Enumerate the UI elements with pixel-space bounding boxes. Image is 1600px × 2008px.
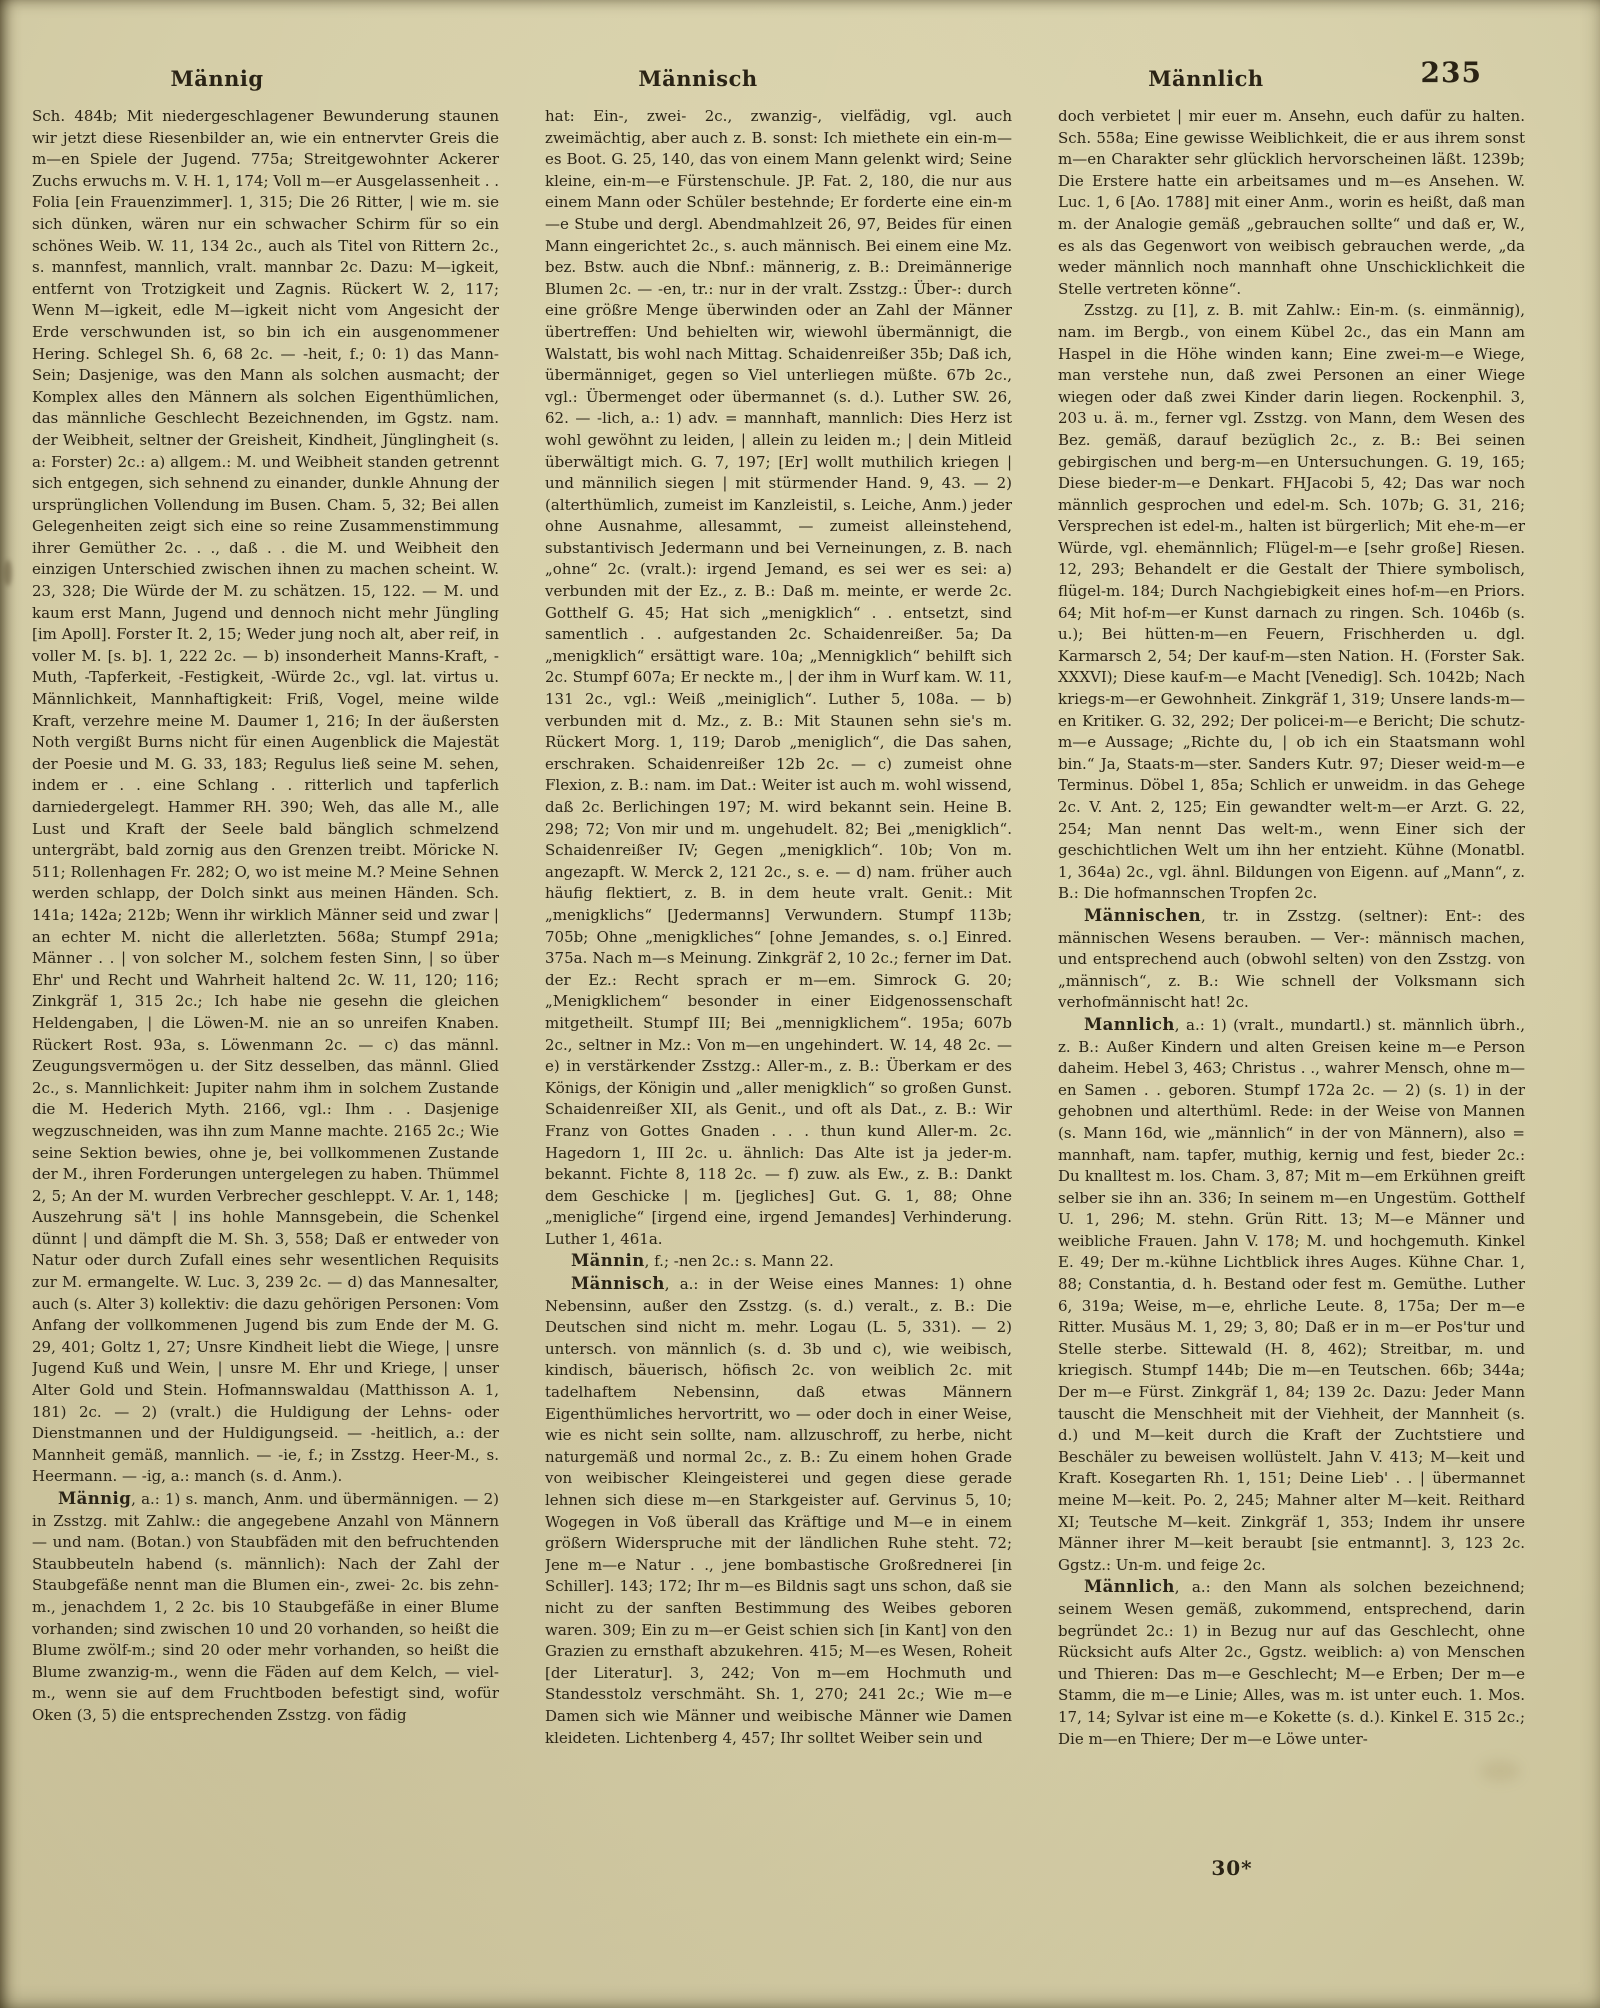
entry-paragraph: Männin, f.; -nen 2c.: s. Mann 22.	[571, 1251, 834, 1271]
continuation-paragraph: Sch. 484b; Mit niedergeschlagener Bewunderung staunen wir jetzt diese Riesenbilder an, wie ein entnervter Greis die m—en Spiele der Jugend. 775a; Streitgewohnter Ackerer Zuchs erwuchs m. V. H. 1, 174; Voll m—er Ausgelassenheit . . Folia [ein Frauenzimmer]. 1, 315; Die 26 Ritter, | wie m. sie sich dünken, wären nur ein schwacher Schirm für so ein schönes Weib. W. 11, 134 2c., auch als Titel von Rittern 2c., s. mannfest, mannlich, vralt. mannbar 2c. Dazu: M—igkeit, entfernt von Trotzigkeit und Zagnis. Rückert W. 2, 117; Wenn M—igkeit, edle M—igkeit nicht vom Angesicht der Erde verschwunden ist, so bin ich ein ausgenommener Hering. Schlegel Sh. 6, 68 2c. — -heit, f.; 0: 1) das Mann-Sein; Dasjenige, was den Mann als solchen ausmacht; der Komplex alles den Männern als solchen Eigenthümlichen, das männliche Geschlecht Bezeichnenden, im Ggstz. nam. der Weibheit, seltner der Greisheit, Kindheit, Jünglingheit (s. a: Forster) 2c.: a) allgem.: M. und Weibheit standen getrennt sich entgegen, sich sehnend zu einander, dunkle Ahnung der ursprünglichen Vollendung im Busen. Cham. 5, 32; Bei allen Gelegenheiten zeigt sich eine so reine Zusammenstimmung ihrer Gemüther 2c. . ., daß . . die M. und Weibheit den einzigen Unterschied zwischen ihnen zu machen scheint. W. 23, 328; Die Würde der M. zu schätzen. 15, 122. — M. und kaum erst Mann, Jugend und dennoch nicht mehr Jüngling [im Apoll]. Forster It. 2, 15; Weder jung noch alt, aber reif, in voller M. [s. b]. 1, 222 2c. — b) insonderheit Manns-Kraft, -Muth, -Tapferkeit, -Festigkeit, -Würde 2c., vgl. lat. virtus u. Männlichkeit, Mannhaftigkeit: Friß, Vogel, meine wilde Kraft, verzehre meine M. Daumer 1, 216; In der äußersten Noth vergißt Burns nicht für einen Augenblick die Majestät der Poesie und M. G. 33, 183; Regulus ließ seine M. sehen, indem er . . eine Schlang . . ritterlich und tapferlich darniedergelegt. Hammer RH. 390; Weh, das alle M., alle Lust und Kraft der Seele bald bänglich schmelzend untergräbt, bald zornig aus den Grenzen treibt. Möricke N. 511; Rollenhagen Fr. 282; O, wo ist meine M.? Meine Sehnen werden schlapp, der Dolch sinkt aus meinen Händen. Sch. 141a; 142a; 212b; Wenn ihr wirklich Männer seid und zwar | an echter M. nicht die allerletzten. 568a; Stumpf 291a; Männer . . | von solcher M., solchem festen Sinn, | so über Ehr' und Recht und Wahrheit haltend 2c. W. 11, 120; 116; Zinkgräf 1, 315 2c.; Ich habe nie gesehn die gleichen Heldengaben, | die Löwen-M. nie an so unreifen Knaben. Rückert Rost. 93a, s. Löwenmann 2c. — c) das männl. Zeugungsvermögen u. der Sitz desselben, das männl. Glied 2c., s. Mannlichkeit: Jupiter nahm ihm in solchem Zustande die M. Hederich Myth. 2166, vgl.: Ihm . . Dasjenige wegzuschneiden, was ihn zum Manne machte. 2165 2c.; Wie seine Sektion bewies, ohne je, bei vollkommenen Zustande der M., ihren Forderungen untergelegen zu haben. Thümmel 2, 5; An der M. wurden Verbrecher geschleppt. V. Ar. 1, 148; Auszehrung sä't | ins hohle Mannsgebein, die Schenkel dünnt | und dämpft die M. Sh. 3, 558; Daß er entweder von Natur oder durch Zufall eines sehr wesentlichen Requisits zur M. ermangelte. W. Luc. 3, 239 2c. — d) das Mannesalter, auch (s. Alter 3) kollektiv: die dazu gehörigen Personen: Vom Anfang der vollkommenen Jugend bis zum Ende der M. G. 29, 401; Goltz 1, 27; Unsre Kindheit liebt die Wiege, | unsre Jugend Kuß und Wein, | unsre M. Ehr und Kriege, | unser Alter Gold und Stein. Hofmannswaldau (Matthisson A. 1, 181) 2c. — 2) (vralt.) die Huldigung der Lehns- oder Dienstmannen und der Huldigungseid. — -heitlich, a.: der Mannheit gemäß, mannlich. — -ie, f.; in Zsstzg. Heer-M., s. Heermann. — -ig, a.: manch (s. d. Anm.).	[32, 107, 499, 1486]
text-column-1	[32, 106, 499, 1906]
entry-paragraph: Männischen, tr. in Zsstzg. (seltner): Ent-: des männischen Wesens berauben. — Ver-: männisch machen, und entsprechend auch (obwohl selten) von den Zsstzg. von „männisch“, z. B.: Wie schnell der Volksmann sich verhofmännischt hat! 2c.	[1058, 905, 1525, 1012]
entry-headword: Mannlich	[1084, 1014, 1175, 1034]
running-head-center: Männisch	[638, 66, 758, 91]
entry-paragraph: Männlich, a.: den Mann als solchen bezeichnend; seinem Wesen gemäß, zukommend, entsprechend, darin begründet 2c.: 1) in Bezug nur auf das Geschlecht, ohne Rücksicht aufs Alter 2c., Ggstz. weiblich: a) von Menschen und Thieren: Das m—e Geschlecht; M—e Erben; Der m—e Stamm, die m—e Linie; Alles, was m. ist unter euch. 1. Mos. 17, 14; Sylvar ist eine m—e Kokette (s. d.). Kinkel E. 315 2c.; Die m—en Thiere; Der m—e Löwe unter-	[1058, 1577, 1525, 1748]
continuation-paragraph: doch verbietet | mir euer m. Ansehn, euch dafür zu halten. Sch. 558a; Eine gewisse Weiblichkeit, die er aus ihrem sonst m—en Charakter sehr glücklich hervorscheinen läßt. 1239b; Die Erstere hatte ein arbeitsames und m—es Ansehen. W. Luc. 1, 6 [Ao. 1788] mit einer Anm., worin es heißt, daß man m. der Analogie gemäß „gebrauchen sollte“ und daß er, W., es als das Gegenwort von weibisch gebrauchen werde, „da weder männlich noch mannhaft ohne Unschicklichkeit die Stelle vertreten könne“.	[1058, 107, 1525, 298]
entry-headword: Männlich	[1084, 1577, 1175, 1597]
entry-paragraph: Mannlich, a.: 1) (vralt., mundartl.) st. männlich übrh., z. B.: Außer Kindern und alten Greisen keine m—e Person daheim. Hebel 3, 463; Christus . ., wahrer Mensch, ohne m—en Samen . . geboren. Stumpf 172a 2c. — 2) (s. 1) in der gehobnen und alterthüml. Rede: in der Weise von Mannen (s. Mann 16d, wie „männlich“ in der von Männern), also = mannhaft, nam. tapfer, muthig, kernig und fest, bieder 2c.: Du knalltest m. los. Cham. 3, 87; Mit m—em Erkühnen greift selber sie ihn an. 336; In seinem m—en Ungestüm. Gotthelf U. 1, 296; M. stehn. Grün Ritt. 13; M—e Männer und weibliche Frauen. Jahn V. 178; M. und hochgemuth. Kinkel E. 49; Der m.-kühne Lichtblick ihres Auges. Kühne Char. 1, 88; Constantia, d. h. Bestand oder fest m. Gemüthe. Luther 6, 319a; Weise, m—e, ehrliche Leute. 8, 175a; Der m—e Ritter. Musäus M. 1, 29; 3, 80; Daß er in m—er Pos'tur und Stelle sterbe. Sittewald (H. 8, 462); Streitbar, m. und kriegisch. Stumpf 144b; Die m—en Teutschen. 66b; 344a; Der m—e Fürst. Zinkgräf 1, 84; 139 2c. Dazu: Jeder Mann tauscht die Menschheit mit der Viehheit, der Mannheit (s. d.) und M—keit durch die Kraft der Zuchtstiere und Beschäler zu beweisen wollüstelt. Jahn V. 413; M—keit und Kraft. Kosegarten Rh. 1, 151; Deine Lieb' . . | übermannet meine M—keit. Po. 2, 245; Mahner alter M—keit. Reithard XI; Teutsche M—keit. Zinkgräf 1, 353; Indem ihr unsere Männer ihrer M—keit beraubt [sie entmannt]. 3, 123 2c. Ggstz.: Un-m. und feige 2c.	[1058, 1014, 1525, 1574]
entry-paragraph: Männig, a.: 1) s. manch, Anm. und übermännigen. — 2) in Zsstzg. mit Zahlw.: die angegebene Anzahl von Männern — und nam. (Botan.) von Staubfäden mit den befruchtenden Staubbeuteln habend (s. männlich): Nach der Zahl der Staubgefäße nennt man die Blumen ein-, zwei- 2c. bis zehn-m., jenachdem 1, 2 2c. bis 10 Staubgefäße in einer Blume vorhanden; sind zwischen 10 und 20 vorhanden, so heißt die Blume zwölf-m.; sind 20 oder mehr vorhanden, so heißt die Blume zwanzig-m., wenn die Fäden auf dem Kelch, — viel-m., wenn sie auf dem Fruchtboden befestigt sind, wofür Oken (3, 5) die entsprechenden Zsstzg. von fädig	[32, 1489, 499, 1724]
running-head-left: Männig	[170, 66, 264, 91]
signature-mark: 30*	[1211, 1856, 1253, 1880]
page-number: 235	[1420, 56, 1482, 89]
entry-headword: Männischen	[1084, 905, 1202, 925]
text-column-2	[545, 106, 1012, 1906]
continuation-paragraph: hat: Ein-, zwei- 2c., zwanzig-, vielfädig, vgl. auch zweimächtig, aber auch z. B. sonst: Ich miethete ein ein-m—es Boot. G. 25, 140, das von einem Mann gelenkt wird; Seine kleine, ein-m—e Fürstenschule. JP. Fat. 2, 180, die nur aus einem Mann oder Schüler bestehnde; Er forderte eine ein-m—e Stube und dergl. Abendmahlzeit 26, 97, Beides für einen Mann eingerichtet 2c., s. auch männisch. Bei einem eine Mz. bez. Bstw. auch die Nbnf.: männerig, z. B.: Dreimännerige Blumen 2c. — -en, tr.: nur in der vralt. Zsstzg.: Über-: durch eine größre Menge überwinden oder an Zahl der Männer übertreffen: Und behielten wir, wiewohl übermännigt, die Walstatt, bis wohl nach Mittag. Schaidenreißer 35b; Daß ich, übermänniget, gegen so Viel unterliegen müßte. 67b 2c., vgl.: Übermenget oder übermannet (s. d.). Luther SW. 26, 62. — -lich, a.: 1) adv. = mannhaft, mannlich: Dies Herz ist wohl gewöhnt zu leiden, | allein zu leiden m.; | dein Mitleid überwältigt mich. G. 7, 197; [Er] wollt muthilich kriegen | und männilich siegen | mit stürmender Hand. 9, 43. — 2) (alterthümlich, zumeist im Kanzleistil, s. Leiche, Anm.) jeder ohne Ausnahme, allesammt, — zumeist alleinstehend, substantivisch Jedermann und bei Verneinungen, z. B. nach „ohne“ 2c. (vralt.): irgend Jemand, es sei wer es sei: a) verbunden mit der Ez., z. B.: Daß m. meinte, er werde 2c. Gotthelf G. 45; Hat sich „menigklich“ . . entsetzt, sind samentlich . . aufgestanden 2c. Schaidenreißer. 5a; Da „menigklich“ ersättigt ware. 10a; „Mennigklich“ behilft sich 2c. Stumpf 607a; Er neckte m., | der ihm in Wurf kam. W. 11, 131 2c., vgl.: Weiß „meiniglich“. Luther 5, 108a. — b) verbunden mit d. Mz., z. B.: Mit Staunen sehn sie's m. Rückert Morg. 1, 119; Darob „meniglich“, die Das sahen, erschraken. Schaidenreißer 12b 2c. — c) zumeist ohne Flexion, z. B.: nam. im Dat.: Weiter ist auch m. wohl wissend, daß 2c. Berlichingen 197; M. wird bekannt sein. Heine B. 298; 72; Von mir und m. ungehudelt. 82; Bei „menigklich“. Schaidenreißer IV; Gegen „menigklich“. 10b; Von m. angezapft. W. Merck 2, 121 2c., s. e. — d) nam. früher auch häufig flektiert, z. B. in dem heute vralt. Genit.: Mit „menigklichs“ [Jedermanns] Verwundern. Stumpf 113b; 705b; Ohne „menigkliches“ [ohne Jemandes, s. o.] Einred. 375a. Nach m—s Meinung. Zinkgräf 2, 10 2c.; ferner im Dat. der Ez.: Recht sprach er m—em. Simrock G. 20; „Menigklichem“ besonder in einer Eidgenossenschaft mitgetheilt. Stumpf III; Bei „mennigklichem“. 195a; 607b 2c., seltner in Mz.: Von m—en ungehindert. W. 14, 48 2c. — e) in verstärkender Zsstzg.: Aller-m., z. B.: Überkam er des Königs, der Königin und „aller menigklich“ so großen Gunst. Schaidenreißer XII, als Genit., und oft als Dat., z. B.: Wir Franz von Gottes Gnaden . . . thun kund Aller-m. 2c. Hagedorn 1, III 2c. u. ähnlich: Das Alte ist ja jeder-m. bekannt. Fichte 8, 118 2c. — f) zuw. als Ew., z. B.: Dankt dem Geschicke | m. [jegliches] Gut. G. 1, 88; Ohne „menigliche“ [irgend eine, irgend Jemandes] Verhinderung. Luther 1, 461a.	[545, 107, 1012, 1248]
text-column-3	[1058, 106, 1525, 1906]
entry-paragraph: Männisch, a.: in der Weise eines Mannes: 1) ohne Nebensinn, außer den Zsstzg. (s. d.) veralt., z. B.: Die Deutschen sind nicht m. mehr. Logau (L. 5, 331). — 2) untersch. von männlich (s. d. 3b und c), wie weibisch, kindisch, bäuerisch, höfisch 2c. von weiblich 2c. mit tadelhaftem Nebensinn, daß etwas Männern Eigenthümliches hervortritt, wo — oder doch in einer Weise, wie es nicht sein sollte, nam. allzuschroff, zu herbe, nicht naturgemäß und normal 2c., z. B.: Zu einem hohen Grade von weibischer Kleingeisterei und gegen diese gerade lehnen sich diese m—en Starkgeister auf. Gervinus 5, 10; Wogegen in Voß überall das Kräftige und M—e in einem größern Widerspruche mit der ländlichen Ruhe steht. 72; Jene m—e Natur . ., jene bombastische Großrednerei [in Schiller]. 143; 172; Ihr m—es Bildnis sagt uns schon, daß sie nicht zu der sanften Bestimmung des Weibes geboren waren. 309; Ein zu m—er Geist schien sich [in Kant] von den Grazien zu ernsthaft abzukehren. 415; M—es Wesen, Roheit [der Literatur]. 3, 242; Von m—em Hochmuth und Standesstolz verschmäht. Sh. 1, 270; 241 2c.; Wie m—e Damen sich wie Männer und weibische Männer wie Damen kleideten. Lichtenberg 4, 457; Ihr solltet Weiber sein und	[545, 1274, 1012, 1747]
entry-headword: Männin	[571, 1251, 645, 1271]
running-head-right: Männlich	[1148, 66, 1264, 91]
running-head	[0, 0, 1600, 110]
continuation-paragraph: Zsstzg. zu [1], z. B. mit Zahlw.: Ein-m. (s. einmännig), nam. im Bergb., von einem Kübel 2c., das ein Mann am Haspel in die Höhe winden kann; Eine zwei-m—e Wiege, man verstehe nun, daß zwei Personen an einer Wiege wiegen oder daß zwei Kinder darin liegen. Rockenphil. 3, 203 u. ä. m., ferner vgl. Zsstzg. von Mann, dem Wesen des Bez. gemäß, darauf bezüglich 2c., z. B.: Bei seinen gebirgischen und berg-m—en Untersuchungen. G. 19, 165; Diese bieder-m—e Denkart. FHJacobi 5, 42; Das war noch männlich gesprochen und edel-m. Sch. 107b; G. 31, 216; Versprechen ist edel-m., halten ist bürgerlich; Mit ehe-m—er Würde, vgl. ehemännlich; Flügel-m—e [sehr große] Riesen. 12, 293; Behandelt er die Gestalt der Thiere symbolisch, flügel-m. 184; Durch Nachgiebigkeit eines hof-m—en Priors. 64; Mit hof-m—er Kunst darnach zu ringen. Sch. 1046b (s. u.); Bei hütten-m—en Feuern, Frischherden u. dgl. Karmarsch 2, 54; Der kauf-m—sten Nation. H. (Forster Sak. XXXVI); Diese kauf-m—e Macht [Venedig]. Sch. 1042b; Nach kriegs-m—er Gewohnheit. Zinkgräf 1, 319; Unsere lands-m—en Kritiker. G. 32, 292; Der policei-m—e Bericht; Die schutz-m—e Aussage; „Richte du, | ob ich ein Staatsmann wohl bin.“ Ja, Staats-m—ster. Sanders Kutr. 97; Dieser weid-m—e Terminus. Döbel 1, 85a; Schlich er unweidm. in das Gehege 2c. V. Ant. 2, 125; Ein gewandter welt-m—er Arzt. G. 22, 254; Man nennt Das welt-m., wenn Einer sich der geschichtlichen Welt um ihn her entzieht. Kühne (Monatbl. 1, 364a) 2c., vgl. ähnl. Bildungen von Eigenn. auf „Mann“, z. B.: Die hofmannschen Tropfen 2c.	[1058, 301, 1525, 903]
entry-headword: Männisch	[571, 1274, 665, 1294]
scan-blemish	[4, 560, 12, 586]
entry-headword: Männig	[58, 1489, 132, 1508]
